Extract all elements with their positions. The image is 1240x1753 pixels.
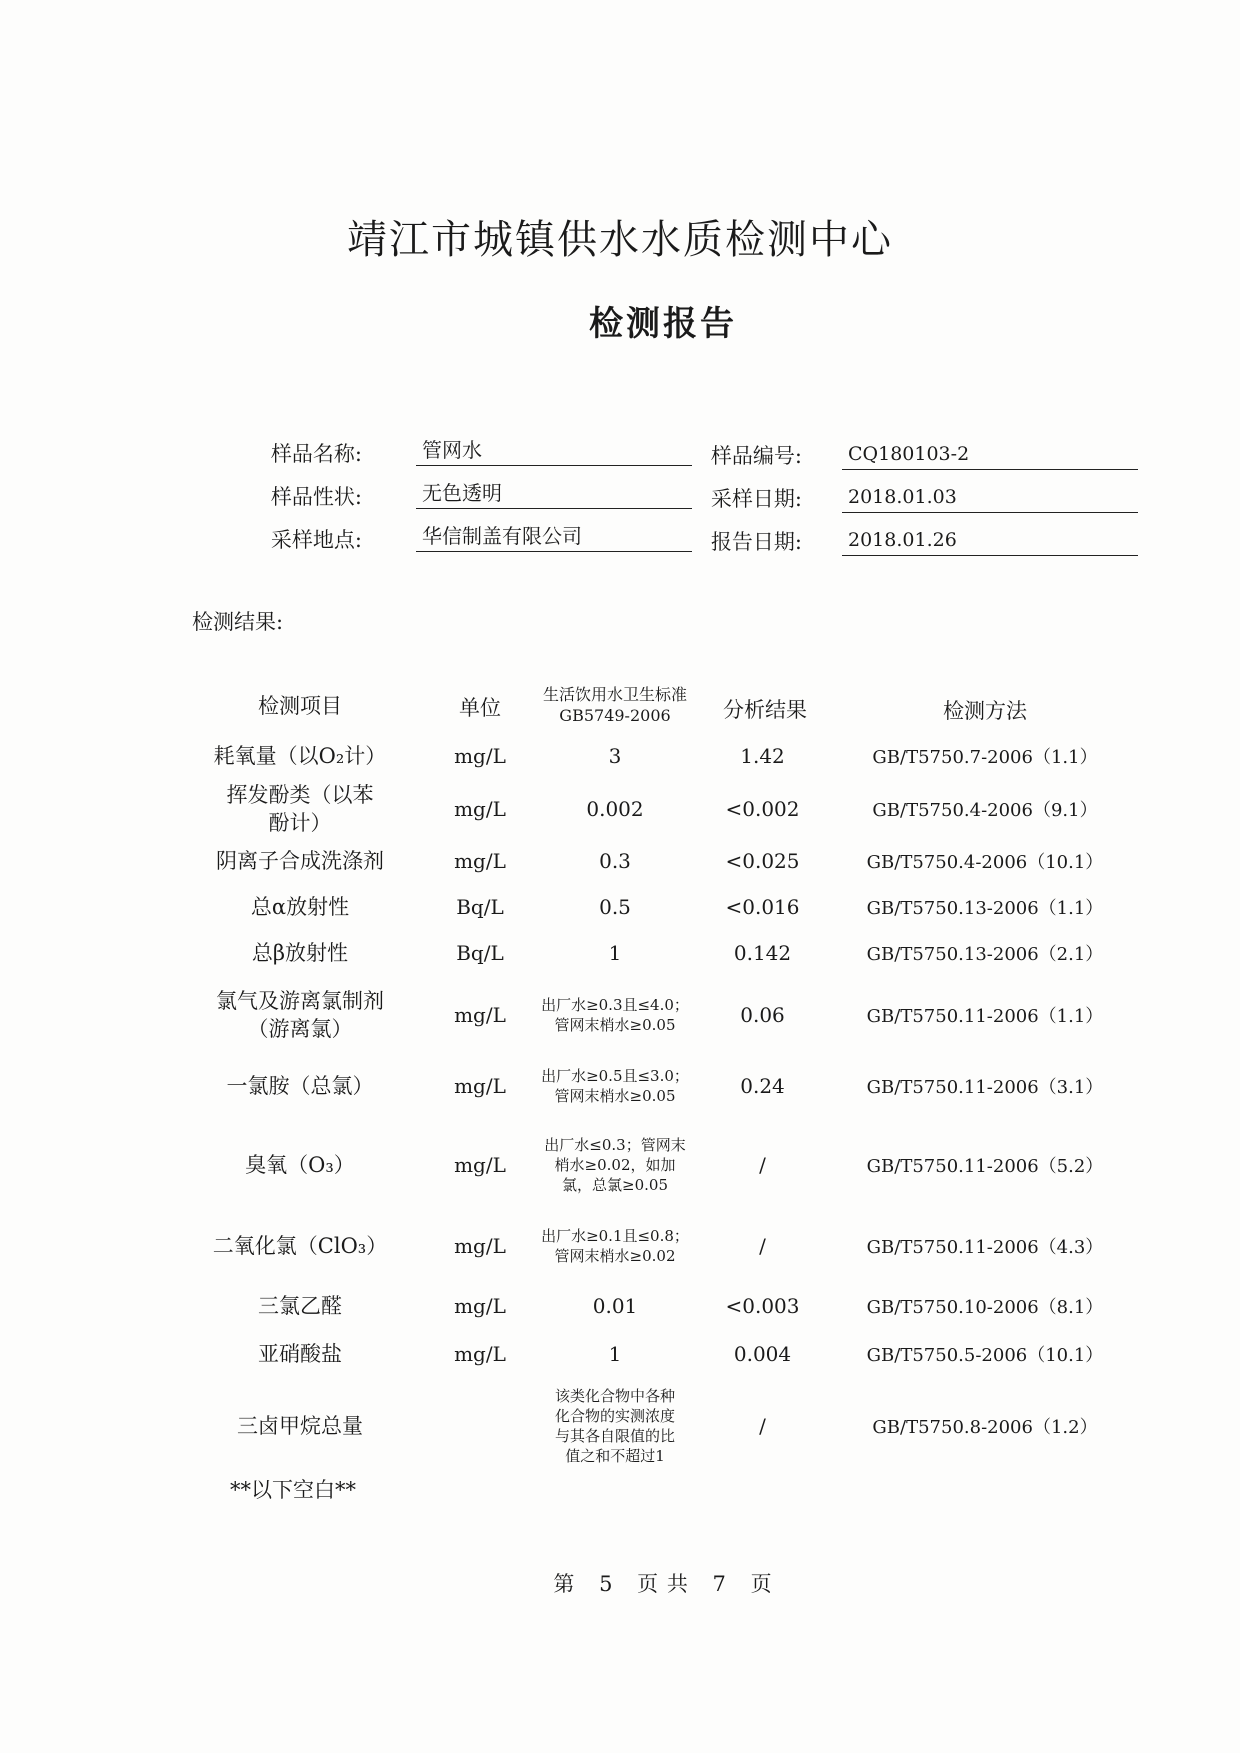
page-footer — [0, 1568, 1240, 1598]
row-standard: 3 — [608, 744, 622, 768]
row-method: GB/T5750.11-2006（5.2） — [866, 1156, 1104, 1177]
row-unit: mg/L — [454, 1153, 506, 1177]
end-note: **以下空白** — [230, 1478, 356, 1502]
sampling-date-label: 采样日期: — [710, 487, 802, 511]
report-date-value: 2018.01.26 — [842, 526, 1138, 556]
sampling-date-value: 2018.01.03 — [842, 483, 1138, 513]
row-method: GB/T5750.11-2006（3.1） — [866, 1077, 1104, 1098]
row-method: GB/T5750.4-2006（10.1） — [866, 852, 1104, 873]
row-unit: mg/L — [454, 1342, 506, 1366]
row-result: / — [759, 1234, 766, 1258]
org-title: 靖江市城镇供水水质检测中心 — [347, 217, 893, 263]
header-method: 检测方法 — [943, 699, 1027, 723]
row-result: / — [759, 1414, 766, 1438]
row-item: 阴离子合成洗涤剂 — [216, 849, 384, 873]
row-item: 三卤甲烷总量 — [237, 1414, 363, 1438]
row-result: 0.06 — [740, 1003, 785, 1027]
row-standard: 出厂水≥0.5且≤3.0；管网末梢水≥0.05 — [541, 1067, 689, 1105]
sample-number-value: CQ180103-2 — [842, 440, 1138, 470]
row-unit: mg/L — [454, 744, 506, 768]
row-unit — [430, 1382, 530, 1470]
row-item: 耗氧量（以O₂计） — [213, 744, 387, 768]
row-result: <0.003 — [725, 1294, 800, 1318]
row-standard: 0.5 — [599, 895, 631, 919]
sampling-location-label: 采样地点: — [270, 528, 362, 552]
row-standard: 1 — [608, 1342, 622, 1366]
row-result: 0.004 — [733, 1342, 792, 1366]
row-item: 三氯乙醛 — [258, 1294, 342, 1318]
row-item: 总β放射性 — [251, 941, 349, 965]
row-item: 氯气及游离氯制剂（游离氯） — [216, 989, 384, 1041]
row-unit: mg/L — [454, 1294, 506, 1318]
footer-page-number: 5 — [599, 1572, 614, 1596]
report-date-label: 报告日期: — [710, 530, 802, 554]
row-unit: mg/L — [454, 1003, 506, 1027]
row-item: 臭氧（O₃） — [245, 1153, 355, 1177]
row-method: GB/T5750.5-2006（10.1） — [866, 1345, 1104, 1366]
row-method: GB/T5750.11-2006（4.3） — [866, 1237, 1104, 1258]
header-item: 检测项目 — [258, 694, 342, 718]
row-unit: Bq/L — [456, 895, 504, 919]
row-standard: 0.01 — [592, 1294, 638, 1318]
row-method: GB/T5750.10-2006（8.1） — [866, 1297, 1104, 1318]
row-unit: mg/L — [454, 849, 506, 873]
row-method: GB/T5750.7-2006（1.1） — [872, 747, 1098, 768]
footer-suffix: 页 — [750, 1572, 773, 1596]
row-unit: mg/L — [454, 797, 506, 821]
row-result: 1.42 — [740, 744, 785, 768]
row-method: GB/T5750.11-2006（1.1） — [866, 1006, 1104, 1027]
row-result: <0.002 — [725, 797, 800, 821]
row-method: GB/T5750.8-2006（1.2） — [872, 1417, 1098, 1438]
footer-prefix: 第 — [553, 1572, 576, 1596]
row-item: 二氧化氯（ClO₃） — [212, 1234, 388, 1258]
row-result: <0.016 — [725, 895, 800, 919]
row-standard: 1 — [608, 941, 622, 965]
report-title: 检测报告 — [589, 304, 737, 344]
header-result: 分析结果 — [723, 698, 807, 722]
row-result: 0.142 — [733, 941, 792, 965]
sample-name-label: 样品名称: — [270, 442, 362, 466]
row-standard: 出厂水≤0.3；管网末梢水≥0.02，如加氯，总氯≥0.05 — [544, 1136, 686, 1194]
row-method: GB/T5750.13-2006（2.1） — [866, 944, 1104, 965]
row-standard: 出厂水≥0.3且≤4.0；管网末梢水≥0.05 — [541, 996, 689, 1034]
row-item: 亚硝酸盐 — [258, 1342, 342, 1366]
row-result: <0.025 — [725, 849, 800, 873]
row-unit: mg/L — [454, 1074, 506, 1098]
row-item: 挥发酚类（以苯酚计） — [226, 783, 374, 835]
footer-middle: 页 共 — [637, 1572, 689, 1596]
header-unit: 单位 — [459, 696, 501, 720]
row-standard: 出厂水≥0.1且≤0.8；管网末梢水≥0.02 — [541, 1227, 689, 1265]
sample-name-value: 管网水 — [416, 436, 692, 466]
row-method: GB/T5750.4-2006（9.1） — [872, 800, 1098, 821]
row-unit: Bq/L — [456, 941, 504, 965]
sample-property-label: 样品性状: — [270, 485, 362, 509]
results-label: 检测结果: — [192, 610, 284, 634]
row-standard: 0.002 — [586, 797, 644, 821]
row-method: GB/T5750.13-2006（1.1） — [866, 898, 1104, 919]
row-standard: 该类化合物中各种化合物的实测浓度与其各自限值的比值之和不超过1 — [554, 1387, 675, 1465]
row-result: 0.24 — [740, 1074, 785, 1098]
row-standard: 0.3 — [599, 849, 631, 873]
sample-number-label: 样品编号: — [710, 444, 802, 468]
header-standard: 生活饮用水卫生标准GB5749-2006 — [542, 685, 687, 725]
row-item: 总α放射性 — [250, 895, 350, 919]
row-item: 一氯胺（总氯） — [226, 1074, 374, 1098]
row-unit: mg/L — [454, 1234, 506, 1258]
sample-property-value: 无色透明 — [416, 479, 692, 509]
sampling-location-value: 华信制盖有限公司 — [416, 522, 692, 552]
footer-total-pages: 7 — [712, 1572, 727, 1596]
row-result: / — [759, 1153, 766, 1177]
